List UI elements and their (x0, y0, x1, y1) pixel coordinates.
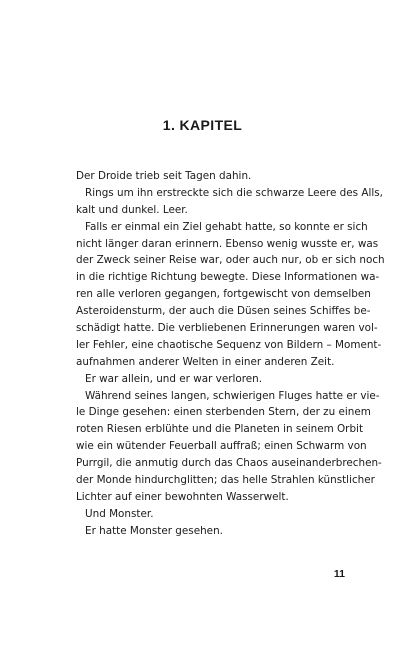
text-line: der Monde hindurchglitten; das helle Strahlen künstlicher (76, 474, 375, 487)
text-line: der Zweck seiner Reise war, oder auch nur, ob er sich noch (76, 254, 385, 267)
text-line: Und Monster. (85, 507, 154, 520)
text-line: Während seines langen, schwierigen Fluges hatte er vie- (85, 389, 380, 402)
chapter-title: 1. KAPITEL (162, 117, 243, 133)
text-line: nicht länger daran erinnern. Ebenso wenig wusste er, was (76, 237, 379, 250)
text-line: le Dinge gesehen: einen sterbenden Stern, der zu einem (76, 406, 371, 419)
text-line: schädigt hatte. Die verbliebenen Erinnerungen waren vol- (76, 322, 378, 335)
text-line: Falls er einmal ein Ziel gehabt hatte, so konnte er sich (85, 220, 368, 233)
text-line: wie ein wütender Feuerball auffraß; einen Schwarm von (76, 440, 367, 453)
text-line: Purrgil, die anmutig durch das Chaos auseinanderbrechen- (76, 457, 382, 470)
text-line: Der Droide trieb seit Tagen dahin. (76, 170, 252, 182)
text-line: Er war allein, und er war verloren. (85, 372, 263, 385)
body-text (76, 168, 385, 540)
text-line: Asteroidensturm, der auch die Düsen seines Schiffes be- (76, 305, 371, 318)
text-line: in die richtige Richtung bewegte. Diese Informationen wa- (76, 271, 380, 284)
text-line: kalt und dunkel. Leer. (76, 203, 188, 216)
text-line: ren alle verloren gegangen, fortgewischt von demselben (76, 288, 371, 301)
text-line: Rings um ihn erstreckte sich die schwarze Leere des Alls, (85, 186, 383, 199)
text-line: roten Riesen erblühte und die Planeten in seinem Orbit (76, 423, 364, 436)
text-line: Lichter auf einer bewohnten Wasserwelt. (76, 490, 289, 503)
page-number: 11 (333, 568, 345, 580)
text-line: Er hatte Monster gesehen. (85, 524, 223, 537)
text-line: ler Fehler, eine chaotische Sequenz von Bildern – Moment- (76, 338, 382, 351)
text-line: aufnahmen anderer Welten in einer anderen Zeit. (76, 355, 335, 368)
